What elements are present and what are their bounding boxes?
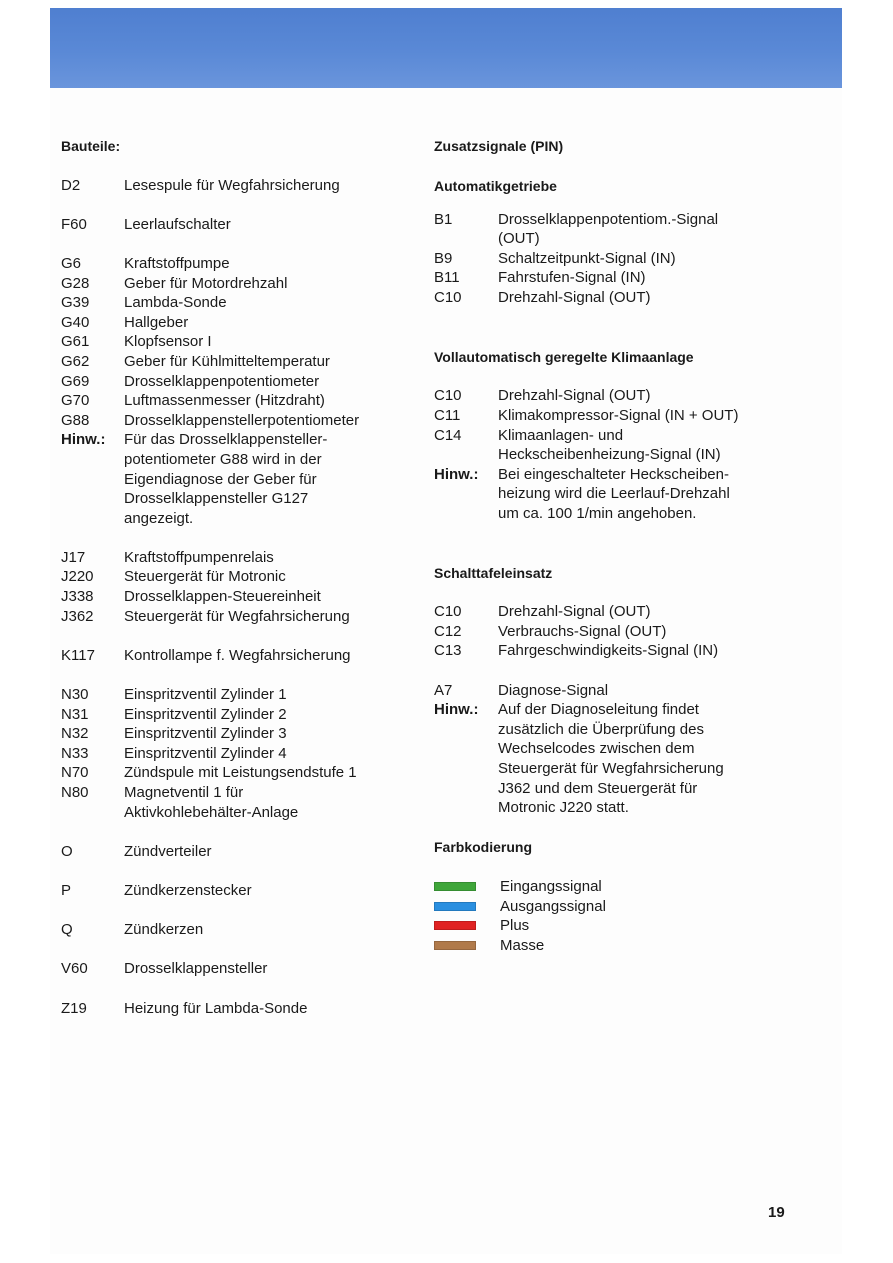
component-code: B11: [434, 269, 460, 287]
spacer: [434, 524, 834, 544]
component-description: Schaltzeitpunkt-Signal (IN): [498, 249, 676, 267]
component-row: [434, 602, 834, 622]
component-row: [61, 313, 431, 333]
component-description: Aktivkohlebehälter-Anlage: [124, 803, 299, 821]
component-code: [61, 803, 124, 823]
component-description: Zündverteiler: [124, 842, 212, 860]
component-code: P: [61, 881, 72, 899]
component-description: Einspritzventil Zylinder 2: [124, 705, 287, 723]
component-description: Kraftstoffpumpe: [124, 254, 230, 272]
component-code: O: [61, 842, 73, 860]
component-description: Luftmassenmesser (Hitzdraht): [124, 392, 325, 410]
component-code: N33: [61, 744, 89, 762]
component-description: Drosselklappenpotentiometer: [124, 372, 320, 390]
spacer: [61, 195, 431, 215]
component-description: um ca. 100 1/min angehoben.: [498, 504, 697, 522]
component-code: [61, 450, 124, 470]
component-code: J362: [61, 607, 94, 625]
component-row: [61, 842, 431, 862]
component-row: [434, 720, 834, 740]
component-description: Bei eingeschalteter Heckscheiben-: [498, 465, 729, 483]
component-code: V60: [61, 960, 88, 978]
component-description: Zündkerzen: [124, 921, 204, 939]
component-row: [61, 450, 431, 470]
component-code: G70: [61, 392, 90, 410]
note-label: Hinw.:: [61, 431, 106, 449]
component-description: Klimakompressor-Signal (IN + OUT): [498, 406, 739, 424]
page-number: 19: [768, 1204, 785, 1221]
component-code: G62: [61, 352, 90, 370]
component-code: [61, 509, 124, 529]
component-description: Heckscheibenheizung-Signal (IN): [498, 446, 721, 464]
component-code: G39: [61, 294, 90, 312]
component-description: Steuergerät für Wegfahrsicherung: [124, 607, 350, 625]
color-swatch: [434, 921, 476, 930]
spacer: [434, 196, 834, 210]
component-row: [434, 386, 834, 406]
component-row: [61, 176, 431, 196]
manual-page: [50, 8, 842, 1254]
component-row: [61, 411, 431, 431]
component-code: [434, 759, 498, 779]
component-code: J338: [61, 588, 94, 606]
spacer: [61, 665, 431, 685]
component-description: Verbrauchs-Signal (OUT): [498, 622, 667, 640]
component-description: Fahrstufen-Signal (IN): [498, 269, 646, 287]
component-description: Fahrgeschwindigkeits-Signal (IN): [498, 642, 719, 660]
component-description: Heizung für Lambda-Sonde: [124, 999, 308, 1017]
component-code: N31: [61, 705, 89, 723]
component-row: [434, 798, 834, 818]
component-code: C10: [434, 288, 462, 306]
component-description: Lesespule für Wegfahrsicherung: [124, 176, 340, 194]
component-row: [61, 274, 431, 294]
component-code: C10: [434, 603, 462, 621]
component-row: [61, 509, 431, 529]
legend-label: Ausgangssignal: [500, 897, 606, 915]
component-code: Z19: [61, 999, 87, 1017]
legend-label: Plus: [500, 917, 530, 935]
component-description: Eigendiagnose der Geber für: [124, 470, 317, 488]
header-banner: [50, 8, 842, 88]
spacer: [434, 543, 834, 563]
component-code: C13: [434, 642, 462, 660]
spacer: [434, 818, 834, 838]
component-description: Einspritzventil Zylinder 1: [124, 686, 287, 704]
component-description: Für das Drosselklappensteller-: [124, 431, 328, 449]
component-code: [434, 720, 498, 740]
note-row: [434, 700, 834, 720]
component-row: [61, 548, 431, 568]
spacer: [434, 661, 834, 681]
component-row: [434, 426, 834, 446]
component-row: [61, 959, 431, 979]
spacer: [61, 901, 431, 921]
spacer: [61, 940, 431, 960]
component-row: [434, 484, 834, 504]
component-code: D2: [61, 176, 81, 194]
component-code: J17: [61, 548, 86, 566]
component-row: [61, 567, 431, 587]
component-code: G69: [61, 372, 90, 390]
component-code: [434, 484, 498, 504]
component-description: Drosselklappensteller: [124, 960, 268, 978]
spacer: [61, 528, 431, 548]
component-description: Drehzahl-Signal (OUT): [498, 288, 651, 306]
component-row: [61, 920, 431, 940]
component-row: [434, 622, 834, 642]
component-code: G28: [61, 274, 90, 292]
component-code: Q: [61, 921, 73, 939]
component-row: [61, 372, 431, 392]
section-heading: Schalttafeleinsatz: [434, 564, 553, 581]
component-code: C14: [434, 426, 462, 444]
component-row: [434, 268, 834, 288]
spacer: [434, 583, 834, 603]
component-code: N32: [61, 725, 89, 743]
section-heading: Vollautomatisch geregelte Klimaanlage: [434, 348, 694, 365]
component-description: Geber für Motordrehzahl: [124, 274, 288, 292]
component-description: Einspritzventil Zylinder 3: [124, 725, 287, 743]
component-row: [61, 587, 431, 607]
component-row: [61, 646, 431, 666]
component-description: J362 und dem Steuergerät für: [498, 779, 698, 797]
component-description: Motronic J220 statt.: [498, 799, 629, 817]
legend-label: Eingangssignal: [500, 878, 602, 895]
legend-entry: [434, 916, 834, 936]
component-description: Diagnose-Signal: [498, 681, 609, 699]
spacer: [434, 327, 834, 347]
component-description: potentiometer G88 wird in der: [124, 450, 322, 468]
component-row: [61, 803, 431, 823]
component-row: [61, 352, 431, 372]
component-code: N80: [61, 784, 89, 801]
component-code: [434, 798, 498, 818]
component-row: [61, 215, 431, 235]
component-row: [61, 705, 431, 725]
component-row: [434, 779, 834, 799]
component-description: Leerlaufschalter: [124, 215, 231, 233]
component-row: [61, 744, 431, 764]
components-column: [61, 136, 431, 1018]
component-description: Kontrollampe f. Wegfahrsicherung: [124, 646, 351, 664]
component-description: heizung wird die Leerlauf-Drehzahl: [498, 485, 730, 503]
component-description: Steuergerät für Motronic: [124, 568, 286, 586]
component-row: [434, 249, 834, 269]
component-row: [434, 641, 834, 661]
component-description: Kraftstoffpumpenrelais: [124, 548, 274, 566]
legend-entry: [434, 897, 834, 917]
component-description: Klimaanlagen- und: [498, 426, 624, 444]
component-row: [61, 763, 431, 783]
component-code: [434, 779, 498, 799]
legend-entry: [434, 936, 834, 956]
component-code: [434, 229, 498, 249]
component-description: Magnetventil 1 für: [124, 784, 244, 801]
component-row: [61, 724, 431, 744]
component-code: N70: [61, 764, 89, 782]
component-description: Geber für Kühlmitteltemperatur: [124, 352, 330, 370]
signals-heading: Zusatzsignale (PIN): [434, 138, 564, 154]
color-swatch: [434, 941, 476, 950]
component-description: Drosselklappenpotentiom.-Signal: [498, 210, 719, 228]
component-code: [434, 445, 498, 465]
signals-column: [434, 136, 834, 955]
component-row: [434, 739, 834, 759]
note-label: Hinw.:: [434, 701, 479, 719]
component-row: [434, 445, 834, 465]
spacer: [61, 822, 431, 842]
component-description: Drosselklappen-Steuereinheit: [124, 588, 321, 606]
component-row: [61, 470, 431, 490]
note-row: [61, 430, 431, 450]
component-code: G61: [61, 333, 90, 351]
component-code: C12: [434, 622, 462, 640]
component-code: N30: [61, 686, 89, 704]
component-code: G40: [61, 313, 90, 331]
spacer: [61, 626, 431, 646]
component-code: G6: [61, 254, 82, 272]
component-row: [434, 504, 834, 524]
section-heading: Automatikgetriebe: [434, 177, 557, 194]
spacer: [61, 234, 431, 254]
component-row: [434, 210, 834, 230]
spacer: [434, 308, 834, 328]
component-description: Zündspule mit Leistungsendstufe 1: [124, 764, 357, 782]
component-description: zusätzlich die Überprüfung des: [498, 720, 704, 738]
component-row: [61, 332, 431, 352]
component-row: [434, 288, 834, 308]
legend-label: Masse: [500, 936, 545, 954]
component-row: [434, 406, 834, 426]
component-code: F60: [61, 215, 87, 233]
components-heading: Bauteile:: [61, 138, 121, 154]
component-row: [61, 489, 431, 509]
spacer: [434, 857, 834, 877]
legend-heading: Farbkodierung: [434, 839, 533, 856]
component-row: [61, 293, 431, 313]
component-row: [434, 229, 834, 249]
spacer: [61, 861, 431, 881]
spacer: [61, 979, 431, 999]
component-description: Steuergerät für Wegfahrsicherung: [498, 760, 724, 778]
note-row: [434, 465, 834, 485]
component-row: [61, 254, 431, 274]
component-code: [61, 470, 124, 490]
spacer: [434, 367, 834, 387]
component-code: B9: [434, 249, 453, 267]
component-description: (OUT): [498, 230, 540, 248]
component-description: Drosselklappenstellerpotentiometer: [124, 411, 360, 429]
component-description: Lambda-Sonde: [124, 294, 227, 312]
component-row: [61, 783, 431, 803]
component-code: [61, 489, 124, 509]
component-code: C10: [434, 387, 462, 405]
component-description: Drehzahl-Signal (OUT): [498, 603, 651, 621]
component-row: [61, 607, 431, 627]
component-code: K117: [61, 646, 95, 664]
component-row: [434, 759, 834, 779]
component-description: Wechselcodes zwischen dem: [498, 740, 695, 758]
spacer: [434, 156, 834, 176]
component-row: [434, 681, 834, 701]
component-code: A7: [434, 681, 453, 699]
component-description: Einspritzventil Zylinder 4: [124, 744, 287, 762]
component-code: G88: [61, 411, 90, 429]
component-code: B1: [434, 210, 453, 228]
component-description: angezeigt.: [124, 509, 194, 527]
spacer: [61, 156, 431, 176]
legend-entry: [434, 877, 834, 897]
component-code: C11: [434, 406, 461, 424]
note-label: Hinw.:: [434, 465, 479, 483]
component-description: Zündkerzenstecker: [124, 881, 252, 899]
component-description: Hallgeber: [124, 313, 189, 331]
component-description: Drosselklappensteller G127: [124, 490, 309, 508]
component-code: J220: [61, 568, 94, 586]
component-row: [61, 881, 431, 901]
component-code: [434, 739, 498, 759]
component-code: [434, 504, 498, 524]
component-description: Auf der Diagnoseleitung findet: [498, 701, 699, 719]
component-description: Drehzahl-Signal (OUT): [498, 387, 651, 405]
component-description: Klopfsensor I: [124, 333, 212, 351]
component-row: [61, 685, 431, 705]
component-row: [61, 391, 431, 411]
color-swatch: [434, 882, 476, 891]
color-swatch: [434, 902, 476, 911]
component-row: [61, 999, 431, 1019]
